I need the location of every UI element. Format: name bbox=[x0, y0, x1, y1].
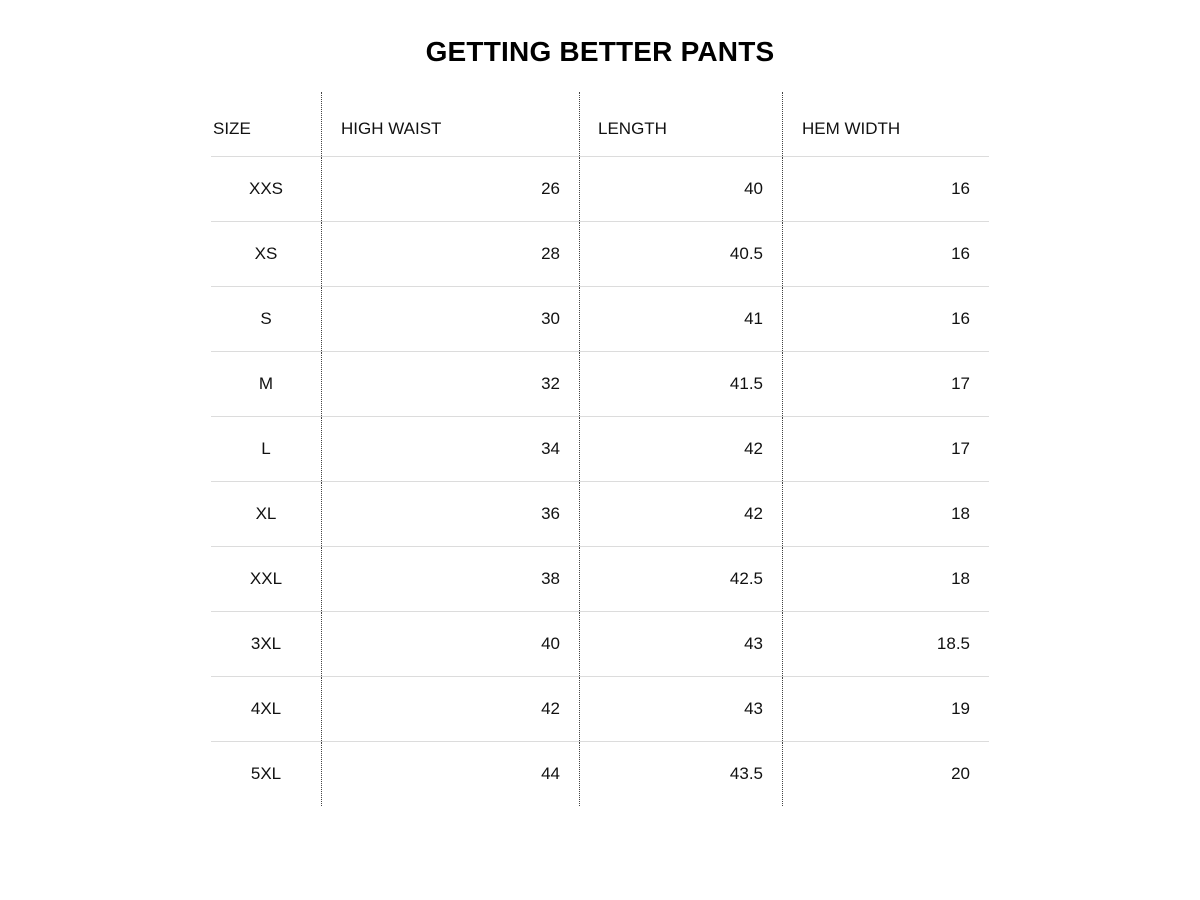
cell-length: 41 bbox=[579, 287, 782, 351]
cell-size-label: XXL bbox=[249, 569, 283, 588]
table-row bbox=[211, 157, 989, 222]
cell-high-waist: 34 bbox=[321, 417, 579, 481]
cell-size bbox=[211, 742, 321, 806]
table-row bbox=[211, 287, 989, 352]
cell-high-waist: 44 bbox=[321, 742, 579, 806]
table-row bbox=[211, 352, 989, 417]
cell-length: 43.5 bbox=[579, 742, 782, 806]
cell-hem-width: 18 bbox=[782, 482, 989, 546]
size-chart-table bbox=[211, 92, 989, 806]
cell-size bbox=[211, 677, 321, 741]
cell-size-label: XXS bbox=[248, 179, 284, 198]
cell-length: 40 bbox=[579, 157, 782, 221]
cell-size bbox=[211, 157, 321, 221]
cell-size-label: 4XL bbox=[250, 699, 282, 718]
cell-size-label: 5XL bbox=[250, 764, 282, 783]
cell-high-waist: 26 bbox=[321, 157, 579, 221]
cell-high-waist: 30 bbox=[321, 287, 579, 351]
table-row bbox=[211, 222, 989, 287]
cell-size-label: M bbox=[258, 374, 274, 393]
cell-length: 41.5 bbox=[579, 352, 782, 416]
cell-size-label: XL bbox=[255, 504, 277, 523]
cell-length: 43 bbox=[579, 612, 782, 676]
table-header-row bbox=[211, 92, 989, 157]
cell-high-waist: 36 bbox=[321, 482, 579, 546]
cell-hem-width: 16 bbox=[782, 157, 989, 221]
cell-high-waist: 38 bbox=[321, 547, 579, 611]
table-row bbox=[211, 742, 989, 806]
cell-high-waist: 28 bbox=[321, 222, 579, 286]
cell-size bbox=[211, 352, 321, 416]
table-row bbox=[211, 612, 989, 677]
cell-length: 42 bbox=[579, 417, 782, 481]
cell-size bbox=[211, 222, 321, 286]
cell-size bbox=[211, 417, 321, 481]
cell-hem-width: 16 bbox=[782, 222, 989, 286]
cell-size-label: XS bbox=[254, 244, 278, 263]
cell-hem-width: 16 bbox=[782, 287, 989, 351]
cell-high-waist: 40 bbox=[321, 612, 579, 676]
table-row bbox=[211, 547, 989, 612]
table-row bbox=[211, 417, 989, 482]
cell-hem-width: 18 bbox=[782, 547, 989, 611]
cell-size bbox=[211, 482, 321, 546]
table-row bbox=[211, 677, 989, 742]
page-title: GETTING BETTER PANTS bbox=[425, 36, 775, 67]
header-high-waist: HIGH WAIST bbox=[321, 92, 579, 156]
cell-size bbox=[211, 287, 321, 351]
cell-hem-width: 18.5 bbox=[782, 612, 989, 676]
cell-high-waist: 32 bbox=[321, 352, 579, 416]
cell-hem-width: 20 bbox=[782, 742, 989, 806]
cell-hem-width: 17 bbox=[782, 352, 989, 416]
header-length: LENGTH bbox=[579, 92, 782, 156]
header-size: SIZE bbox=[213, 119, 251, 138]
cell-size bbox=[211, 612, 321, 676]
cell-high-waist: 42 bbox=[321, 677, 579, 741]
cell-size-label: L bbox=[261, 439, 271, 458]
cell-hem-width: 17 bbox=[782, 417, 989, 481]
cell-hem-width: 19 bbox=[782, 677, 989, 741]
cell-length: 40.5 bbox=[579, 222, 782, 286]
table-row bbox=[211, 482, 989, 547]
cell-length: 42 bbox=[579, 482, 782, 546]
cell-size-label: 3XL bbox=[250, 634, 282, 653]
header-hem-width: HEM WIDTH bbox=[782, 92, 989, 156]
cell-size-label: S bbox=[260, 309, 272, 328]
cell-length: 43 bbox=[579, 677, 782, 741]
cell-size bbox=[211, 547, 321, 611]
cell-length: 42.5 bbox=[579, 547, 782, 611]
